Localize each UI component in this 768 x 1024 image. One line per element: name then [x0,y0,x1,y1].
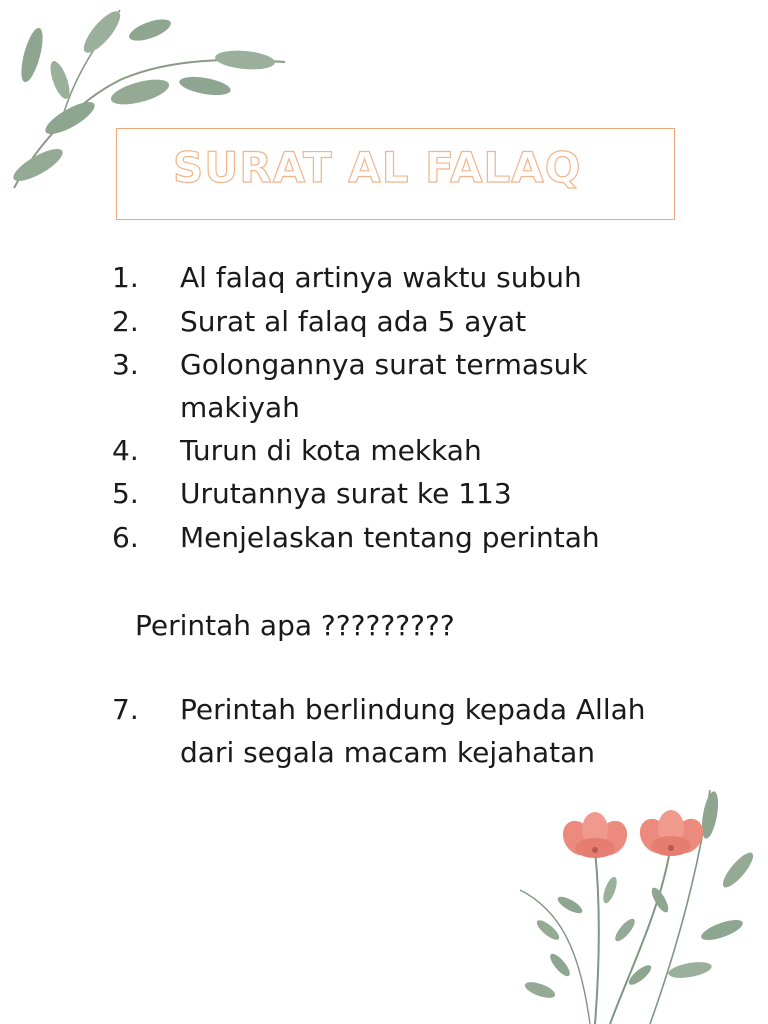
item-text-line: makiyah [180,391,300,424]
item-text: Surat al falaq ada 5 ayat [180,305,527,338]
list-item [112,256,582,299]
flower-head [557,812,633,861]
list-item [112,688,646,774]
item-text [180,688,646,774]
item-number: 6. [112,521,139,554]
item-text: Turun di kota mekkah [180,434,482,467]
page-title: SURAT AL FALAQ [173,143,582,192]
flower-illustration [500,780,768,1024]
list-item [112,429,482,472]
item-number: 2. [112,305,139,338]
item-number: 5. [112,477,139,510]
item-text: Al falaq artinya waktu subuh [180,261,582,294]
item-text-line: dari segala macam kejahatan [180,736,596,769]
item-text-line: Golongannya surat termasuk [180,348,588,381]
item-text-line: Perintah berlindung kepada Allah [180,693,646,726]
item-number: 1. [112,261,139,294]
item-number: 7. [112,693,139,726]
list-item [112,516,600,559]
title-box [116,128,675,220]
item-text [180,343,588,429]
list-item [112,343,588,429]
item-text: Menjelaskan tentang perintah [180,521,600,554]
item-text: Urutannya surat ke 113 [180,477,512,510]
question-text: Perintah apa ????????? [135,609,455,642]
list-item [112,472,512,515]
item-number: 4. [112,434,139,467]
list-item [112,300,526,343]
flower-head [634,810,709,859]
item-number: 3. [112,348,139,381]
